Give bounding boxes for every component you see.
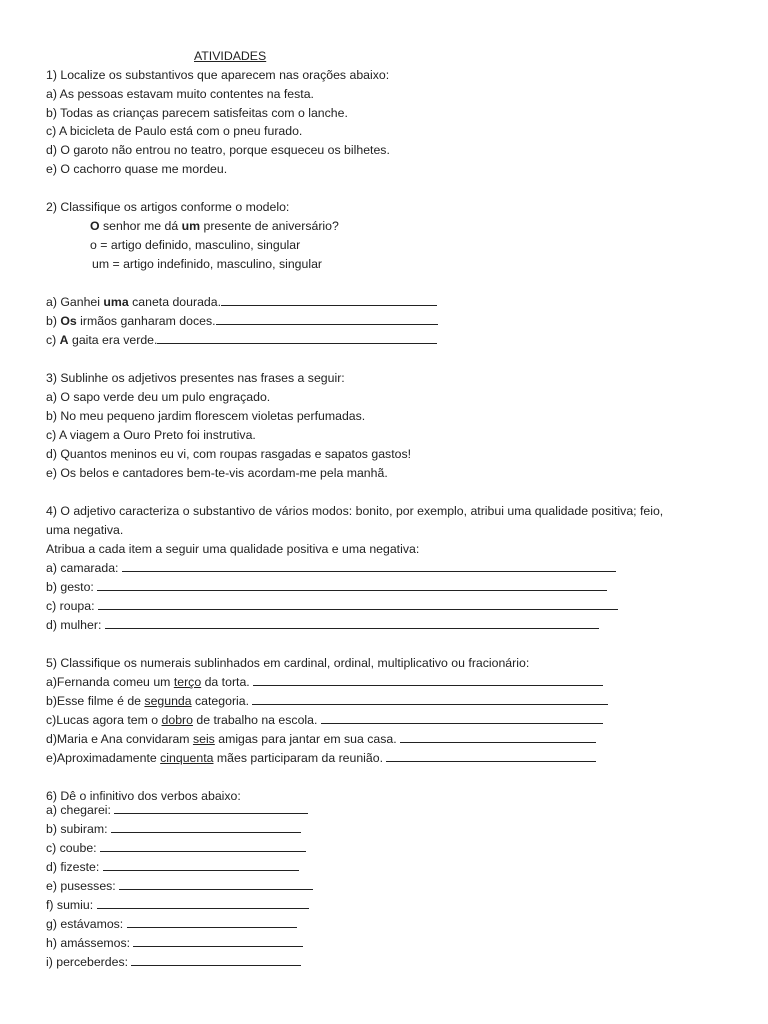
q6-item-c-blank[interactable] bbox=[100, 840, 306, 852]
q5-item-e-numeral: cinquenta bbox=[160, 751, 214, 765]
q6-item-h-label: h) amássemos: bbox=[46, 936, 134, 950]
q6-item-d-blank[interactable] bbox=[103, 859, 299, 871]
q5-item-e-blank[interactable] bbox=[386, 750, 596, 762]
q6-prompt: 6) Dê o infinitivo dos verbos abaixo: bbox=[46, 789, 241, 803]
q3-item-d: d) Quantos meninos eu vi, com roupas rasgadas e sapatos gastos! bbox=[46, 447, 412, 461]
q5-item-e-post: mães participaram da reunião. bbox=[213, 751, 387, 765]
q2-item-a-pre: a) Ganhei bbox=[46, 295, 104, 309]
q5-item-d-blank[interactable] bbox=[400, 731, 596, 743]
q5-item-c-blank[interactable] bbox=[321, 712, 603, 724]
q6-item-i-label: i) perceberdes: bbox=[46, 955, 132, 969]
q2-item-b bbox=[46, 313, 438, 329]
q3-item-b: b) No meu pequeno jardim florescem violetas perfumadas. bbox=[46, 409, 366, 423]
q4-prompt-line-2: uma negativa. bbox=[46, 523, 124, 537]
q3-prompt: 3) Sublinhe os adjetivos presentes nas frases a seguir: bbox=[46, 371, 345, 385]
q2-model-sentence bbox=[90, 218, 339, 234]
q6-item-e bbox=[46, 878, 313, 894]
q2-item-b-article: Os bbox=[60, 314, 77, 328]
q3-item-c: c) A viagem a Ouro Preto foi instrutiva. bbox=[46, 428, 256, 442]
q5-item-b-post: categoria. bbox=[191, 694, 253, 708]
q6-item-f bbox=[46, 897, 309, 913]
q5-item-b-pre: b)Esse filme é de bbox=[46, 694, 145, 708]
q5-item-e bbox=[46, 750, 596, 766]
q4-item-b-blank[interactable] bbox=[97, 579, 607, 591]
q5-item-c-pre: c)Lucas agora tem o bbox=[46, 713, 162, 727]
q1-item-d: d) O garoto não entrou no teatro, porque esqueceu os bilhetes. bbox=[46, 143, 390, 157]
q4-item-a-label: a) camarada: bbox=[46, 561, 122, 575]
q5-item-b-numeral: segunda bbox=[144, 694, 192, 708]
q5-item-b-blank[interactable] bbox=[252, 693, 608, 705]
q2-model-word-1: O bbox=[90, 219, 100, 233]
q5-item-c bbox=[46, 712, 603, 728]
q2-definition-1: o = artigo definido, masculino, singular bbox=[90, 238, 301, 252]
q4-item-b bbox=[46, 579, 607, 595]
q5-item-c-post: de trabalho na escola. bbox=[192, 713, 321, 727]
q5-item-a-pre: a)Fernanda comeu um bbox=[46, 675, 174, 689]
q6-item-b-label: b) subiram: bbox=[46, 822, 111, 836]
q6-item-b bbox=[46, 821, 301, 837]
q2-model-text-2: presente de aniversário? bbox=[200, 219, 339, 233]
q2-item-b-post: irmãos ganharam doces. bbox=[76, 314, 216, 328]
q2-item-c-pre: c) bbox=[46, 333, 60, 347]
page-title: ATIVIDADES bbox=[194, 49, 267, 63]
q6-item-h-blank[interactable] bbox=[133, 935, 303, 947]
q2-item-c-blank[interactable] bbox=[157, 332, 437, 344]
q6-item-g-blank[interactable] bbox=[127, 916, 297, 928]
q5-prompt: 5) Classifique os numerais sublinhados em cardinal, ordinal, multiplicativo ou fracionário: bbox=[46, 656, 530, 670]
q5-item-c-numeral: dobro bbox=[161, 713, 193, 727]
q4-prompt-line-3: Atribua a cada item a seguir uma qualidade positiva e uma negativa: bbox=[46, 542, 420, 556]
q5-item-a-post: da torta. bbox=[201, 675, 254, 689]
q3-item-e: e) Os belos e cantadores bem-te-vis acordam-me pela manhã. bbox=[46, 466, 388, 480]
q6-item-e-label: e) pusesses: bbox=[46, 879, 120, 893]
q2-item-b-pre: b) bbox=[46, 314, 61, 328]
q6-item-g bbox=[46, 916, 297, 932]
q6-item-f-label: f) sumiu: bbox=[46, 898, 97, 912]
q2-model-text-1: senhor me dá bbox=[99, 219, 182, 233]
q5-item-e-pre: e)Aproximadamente bbox=[46, 751, 161, 765]
q4-item-b-label: b) gesto: bbox=[46, 580, 98, 594]
q2-item-a bbox=[46, 294, 437, 310]
q1-item-e: e) O cachorro quase me mordeu. bbox=[46, 162, 228, 176]
q2-item-a-blank[interactable] bbox=[221, 294, 437, 306]
q6-item-d bbox=[46, 859, 299, 875]
q5-item-a-numeral: terço bbox=[173, 675, 202, 689]
q5-item-d-pre: d)Maria e Ana convidaram bbox=[46, 732, 193, 746]
q2-item-a-article: uma bbox=[103, 295, 129, 309]
q2-definition-2: um = artigo indefinido, masculino, singular bbox=[92, 257, 323, 271]
q5-item-a bbox=[46, 674, 603, 690]
q6-item-h bbox=[46, 935, 303, 951]
q6-item-e-blank[interactable] bbox=[119, 878, 313, 890]
q6-item-a-blank[interactable] bbox=[114, 802, 308, 814]
q2-model-word-2: um bbox=[181, 219, 201, 233]
q4-item-c-blank[interactable] bbox=[98, 598, 618, 610]
q6-item-c bbox=[46, 840, 306, 856]
q4-item-d-blank[interactable] bbox=[105, 617, 599, 629]
q1-item-c: c) A bicicleta de Paulo está com o pneu furado. bbox=[46, 124, 303, 138]
q6-item-f-blank[interactable] bbox=[97, 897, 309, 909]
q4-item-c-label: c) roupa: bbox=[46, 599, 98, 613]
q2-prompt: 2) Classifique os artigos conforme o modelo: bbox=[46, 200, 290, 214]
q6-item-i-blank[interactable] bbox=[131, 954, 301, 966]
q4-item-a bbox=[46, 560, 616, 576]
q6-item-d-label: d) fizeste: bbox=[46, 860, 103, 874]
q5-item-b bbox=[46, 693, 608, 709]
q6-item-a-label: a) chegarei: bbox=[46, 803, 115, 817]
q6-item-c-label: c) coube: bbox=[46, 841, 100, 855]
q2-item-c-article: A bbox=[59, 333, 69, 347]
q3-item-a: a) O sapo verde deu um pulo engraçado. bbox=[46, 390, 271, 404]
q4-item-c bbox=[46, 598, 618, 614]
q5-item-d bbox=[46, 731, 596, 747]
q6-item-b-blank[interactable] bbox=[111, 821, 301, 833]
q2-item-c-post: gaita era verde. bbox=[68, 333, 158, 347]
q1-item-b: b) Todas as crianças parecem satisfeitas com o lanche. bbox=[46, 106, 348, 120]
q2-item-a-post: caneta dourada. bbox=[128, 295, 222, 309]
q6-item-a bbox=[46, 802, 308, 818]
q4-item-d bbox=[46, 617, 599, 633]
q5-item-d-numeral: seis bbox=[192, 732, 215, 746]
q2-item-c bbox=[46, 332, 437, 348]
q5-item-a-blank[interactable] bbox=[253, 674, 603, 686]
q2-item-b-blank[interactable] bbox=[216, 313, 438, 325]
q4-item-a-blank[interactable] bbox=[122, 560, 616, 572]
q4-prompt-line-1: 4) O adjetivo caracteriza o substantivo de vários modos: bonito, por exemplo, atribui uma qualidade positiva; feio, bbox=[46, 504, 664, 518]
q1-item-a: a) As pessoas estavam muito contentes na festa. bbox=[46, 87, 314, 101]
q1-prompt: 1) Localize os substantivos que aparecem nas orações abaixo: bbox=[46, 68, 390, 82]
q4-item-d-label: d) mulher: bbox=[46, 618, 105, 632]
q6-item-i bbox=[46, 954, 301, 970]
q5-item-d-post: amigas para jantar em sua casa. bbox=[214, 732, 401, 746]
q6-item-g-label: g) estávamos: bbox=[46, 917, 127, 931]
